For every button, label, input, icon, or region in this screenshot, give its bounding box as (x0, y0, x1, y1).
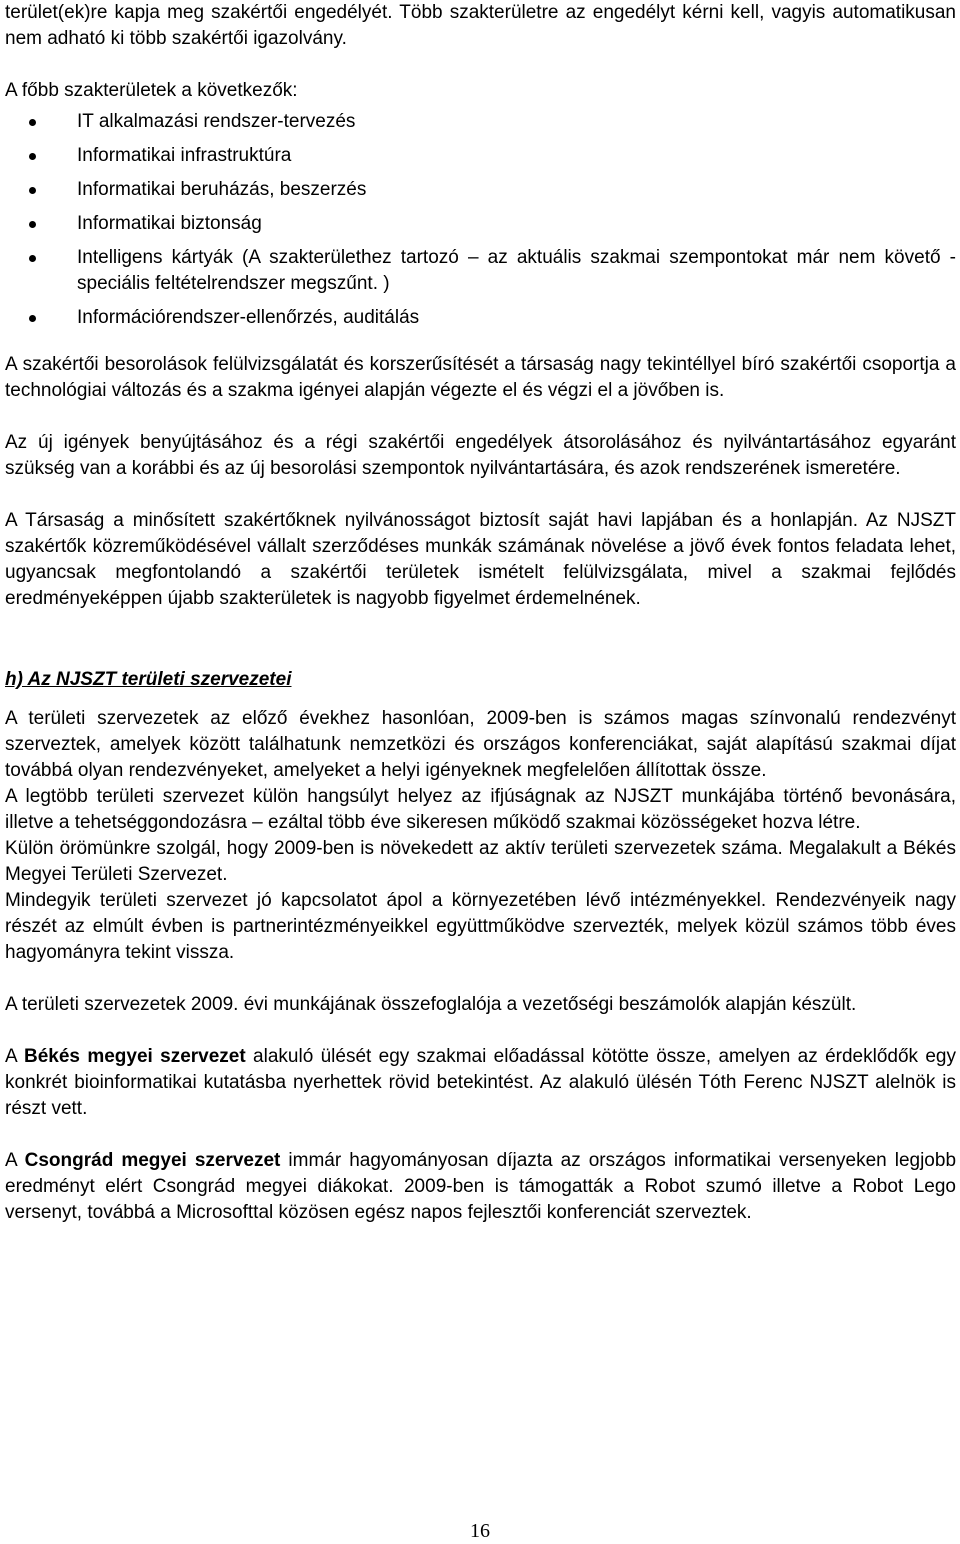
section-heading: h) Az NJSZT területi szervezetei (5, 669, 292, 690)
bullet-icon (29, 221, 36, 228)
bekes-org-name: Békés megyei szervezet (23, 1046, 246, 1067)
page-number: 16 (470, 1520, 490, 1542)
fields-list (5, 109, 956, 331)
bullet-icon (29, 255, 36, 262)
list-item: Informatikai biztonság (5, 211, 956, 237)
list-item: Informatikai beruházás, beszerzés (5, 177, 956, 203)
intro-paragraph: terület(ek)re kapja meg szakértői engedélyét. Több szakterületre az engedélyt kérni kell, vagyis automatikusan nem adható ki több szakértői igazolvány. (5, 2, 956, 49)
publicity-paragraph: A Társaság a minősített szakértőknek nyilvánosságot biztosít saját havi lapjában és a honlapján. Az NJSZT szakértők közreműködésével vállalt szerződéses munkák számának növelése a jövő évek fontos feladata lehet, ugyancsak megfontolandó a szakértői területek ismételt felülvizsgálata, mivel a szakmai fejlődés eredményeképpen újabb szakterületek is nagyobb figyelmet érdemelnének. (5, 510, 956, 609)
bullet-icon (29, 187, 36, 194)
list-item: Informatikai infrastruktúra (5, 143, 956, 169)
document-page (5, 0, 956, 1226)
events-paragraph: A területi szervezetek az előző évekhez hasonlóan, 2009-ben is számos magas színvonalú rendezvényt szerveztek, amelyek között találhatunk nemzetközi és országos konferenciákat, saját alapítású szakmai díjat továbbá olyan rendezvényeket, amelyeket a helyi igényeknek megfelelően állítottak össze. (5, 708, 956, 781)
youth-paragraph: A legtöbb területi szervezet külön hangsúlyt helyez az ifjúságnak az NJSZT munkájába történő bevonására, illetve a tehetséggondozásra – ezáltal több éve sikeresen működő szakmai közösségeket hozva létre. (5, 786, 956, 833)
registration-paragraph: Az új igények benyújtásához és a régi szakértői engedélyek átsorolásához és nyilvántartásához egyaránt szükség van a korábbi és az új besorolási szempontok nyilvántartására, és azok rendszerének ismeretére. (5, 432, 956, 479)
growth-paragraph: Külön örömünkre szolgál, hogy 2009-ben is növekedett az aktív területi szervezetek száma. Megalakult a Békés Megyei Területi Szervezet. (5, 838, 956, 885)
list-item: Intelligens kártyák (A szakterülethez tartozó – az aktuális szakmai szempontokat már nem követő - speciális feltételrendszer megszűnt. ) (5, 245, 956, 297)
review-paragraph: A szakértői besorolások felülvizsgálatát és korszerűsítését a társaság nagy tekintéllyel bíró szakértői csoportja a technológiai változás és a szakma igényei alapján végezte el és végzi el a jövőben is. (5, 354, 956, 401)
fields-heading: A főbb szakterületek a következők: (5, 80, 298, 101)
csongrad-paragraph: A Csongrád megyei szervezet immár hagyományosan díjazta az országos informatikai versenyeken legjobb eredményt elért Csongrád megyei diákokat. 2009-ben is támogatták a Robot szumó illetve a Robot Lego versenyt, továbbá a Microsofttal közösen egész napos fejlesztői konferenciát szerveztek. (5, 1150, 957, 1223)
partners-paragraph: Mindegyik területi szervezet jó kapcsolatot ápol a környezetében lévő intézményekkel. Rendezvényeik nagy részét az elmúlt évben is partnerintézményeikkel együttműködve szervezték, melyek közül számos több éves hagyományra tekint vissza. (5, 890, 956, 963)
bullet-icon (29, 315, 36, 322)
bullet-icon (29, 153, 36, 160)
summary-paragraph: A területi szervezetek 2009. évi munkájának összefoglalója a vezetőségi beszámolók alapján készült. (5, 994, 857, 1015)
bekes-paragraph: A Békés megyei szervezet alakuló ülését egy szakmai előadással kötötte össze, amelyen az érdeklődők egy konkrét bioinformatikai kutatásba nyerhettek rövid betekintést. Az alakuló ülésén Tóth Ferenc NJSZT alelnök is részt vett. (5, 1046, 956, 1119)
list-item: Információrendszer-ellenőrzés, auditálás (5, 305, 956, 331)
bullet-icon (29, 119, 36, 126)
csongrad-org-name: Csongrád megyei szervezet (24, 1150, 281, 1171)
list-item: IT alkalmazási rendszer-tervezés (5, 109, 956, 135)
